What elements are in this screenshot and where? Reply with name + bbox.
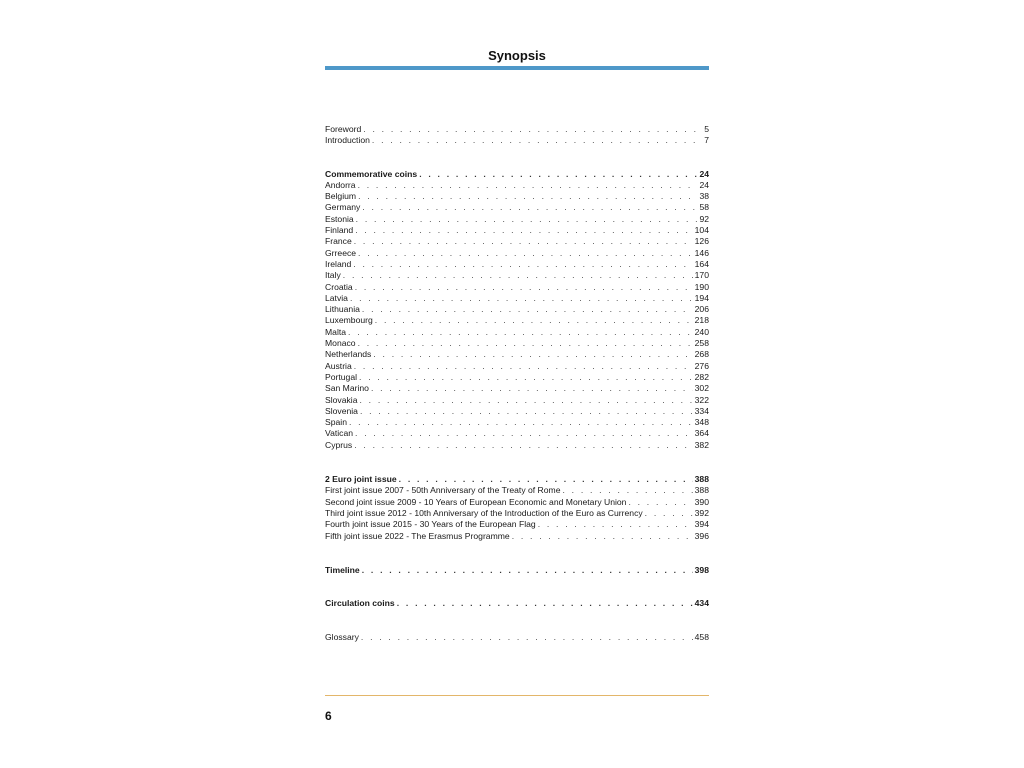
dot-leader xyxy=(628,497,692,508)
toc-entry xyxy=(325,395,709,406)
toc-entry-label: First joint issue 2007 - 50th Anniversary of the Treaty of Rome xyxy=(325,485,561,496)
dot-leader xyxy=(362,304,693,315)
toc-entry-label: Malta xyxy=(325,326,347,337)
dot-leader xyxy=(419,169,697,180)
toc-entry xyxy=(325,338,709,349)
dot-leader xyxy=(358,248,693,259)
toc-entry-page: 434 xyxy=(694,598,709,609)
toc-entry xyxy=(325,259,709,270)
dot-leader xyxy=(373,349,692,360)
toc-entry-page: 390 xyxy=(694,496,709,507)
dot-leader xyxy=(362,565,693,576)
dot-leader xyxy=(358,338,693,349)
dot-leader xyxy=(397,598,693,609)
toc-entry-label: Fifth joint issue 2022 - The Erasmus Programme xyxy=(325,530,510,541)
dot-leader xyxy=(399,474,693,485)
toc-entry-label: Lithuania xyxy=(325,304,360,315)
toc-entry xyxy=(325,531,709,542)
toc-heading xyxy=(325,169,709,180)
dot-leader xyxy=(355,225,692,236)
dot-leader xyxy=(356,214,698,225)
dot-leader xyxy=(359,395,692,406)
footer-rule xyxy=(325,695,709,696)
toc-entry-label: France xyxy=(325,236,352,247)
toc-entry-label: Germany xyxy=(325,202,361,213)
toc-entry xyxy=(325,372,709,383)
dot-leader xyxy=(358,191,697,202)
toc-entry-page: 104 xyxy=(694,225,709,236)
toc-entry-page: 24 xyxy=(699,179,709,190)
toc-entry xyxy=(325,214,709,225)
toc-entry-page: 126 xyxy=(694,236,709,247)
toc-entry-label: Croatia xyxy=(325,281,353,292)
toc-entry-page: 302 xyxy=(694,383,709,394)
toc-entry xyxy=(325,361,709,372)
toc-entry-label: San Marino xyxy=(325,383,369,394)
toc-entry xyxy=(325,293,709,304)
toc-entry xyxy=(325,135,709,146)
dot-leader xyxy=(354,440,692,451)
toc-entry-page: 276 xyxy=(694,360,709,371)
toc-entry-label: 2 Euro joint issue xyxy=(325,474,397,485)
toc-entry-label: Monaco xyxy=(325,338,356,349)
toc-entry-page: 190 xyxy=(694,281,709,292)
toc-entry-label: Foreword xyxy=(325,124,362,134)
toc-heading xyxy=(325,565,709,576)
toc-entry-page: 322 xyxy=(694,394,709,405)
toc-entry-label: Andorra xyxy=(325,179,356,190)
dot-leader xyxy=(355,428,693,439)
toc-entry xyxy=(325,236,709,247)
toc-section-commemorative xyxy=(325,169,709,451)
dot-leader xyxy=(348,327,693,338)
toc-heading xyxy=(325,474,709,485)
toc-entry xyxy=(325,417,709,428)
toc-entry xyxy=(325,225,709,236)
dot-leader xyxy=(372,135,702,146)
toc-entry-page: 258 xyxy=(694,338,709,349)
document-page xyxy=(325,0,709,768)
toc-entry-page: 458 xyxy=(694,632,709,643)
toc-entry-label: Circulation coins xyxy=(325,598,395,609)
toc-entry-label: Italy xyxy=(325,270,341,281)
toc-entry-label: Introduction xyxy=(325,135,370,146)
toc-entry-label: Luxembourg xyxy=(325,315,373,326)
toc-entry xyxy=(325,304,709,315)
toc-entry-label: Belgium xyxy=(325,191,357,202)
toc-entry-page: 194 xyxy=(694,292,709,303)
toc-entry xyxy=(325,485,709,496)
dot-leader xyxy=(349,417,693,428)
toc-entry-label: Vatican xyxy=(325,428,354,439)
toc-entry xyxy=(325,349,709,360)
dot-leader xyxy=(361,632,693,643)
dot-leader xyxy=(358,180,698,191)
dot-leader xyxy=(538,519,693,530)
toc-entry-label: Grreece xyxy=(325,247,357,258)
toc-entry-label: Austria xyxy=(325,360,352,371)
toc-entry xyxy=(325,315,709,326)
dot-leader xyxy=(375,315,693,326)
title-underline-bar xyxy=(325,66,709,70)
toc-entry-label: Second joint issue 2009 - 10 Years of European Economic and Monetary Union xyxy=(325,496,627,507)
toc-entry xyxy=(325,406,709,417)
toc-entry-label: Latvia xyxy=(325,292,348,303)
toc-entry-page: 146 xyxy=(694,247,709,258)
dot-leader xyxy=(512,531,693,542)
toc-section-circulation xyxy=(325,598,709,609)
toc-heading xyxy=(325,598,709,609)
toc-entry xyxy=(325,327,709,338)
toc-section-glossary xyxy=(325,632,709,643)
toc-entry-page: 388 xyxy=(694,485,709,496)
toc-entry xyxy=(325,632,709,643)
toc-entry-page: 164 xyxy=(694,258,709,269)
toc-entry-page: 218 xyxy=(694,315,709,326)
dot-leader xyxy=(562,485,692,496)
toc-entry xyxy=(325,180,709,191)
toc-entry-page: 388 xyxy=(694,474,709,485)
toc-entry-page: 38 xyxy=(699,191,709,202)
toc-entry-page: 170 xyxy=(694,270,709,281)
dot-leader xyxy=(353,259,692,270)
page-title: Synopsis xyxy=(488,48,546,63)
toc-entry-label: Timeline xyxy=(325,564,360,575)
toc-entry-page: 282 xyxy=(694,371,709,382)
toc-entry-page: 24 xyxy=(699,168,709,179)
toc-entry-page: 206 xyxy=(694,304,709,315)
dot-leader xyxy=(355,282,693,293)
toc-entry-page: 240 xyxy=(694,326,709,337)
dot-leader xyxy=(362,202,697,213)
toc-section-intro xyxy=(325,124,709,147)
toc-entry xyxy=(325,428,709,439)
toc-entry-label: Slovakia xyxy=(325,394,358,405)
toc-entry-page: 348 xyxy=(694,417,709,428)
toc-entry-page: 7 xyxy=(704,135,709,146)
toc-entry-label: Third joint issue 2012 - 10th Anniversary of the Introduction of the Euro as Currency xyxy=(325,507,643,518)
toc-entry-page: 392 xyxy=(694,507,709,518)
page-number: 6 xyxy=(325,709,332,723)
toc-entry xyxy=(325,440,709,451)
toc-entry-page: 268 xyxy=(694,349,709,360)
toc-entry-page: 58 xyxy=(699,202,709,213)
toc-entry-label: Portugal xyxy=(325,371,358,382)
toc-entry-label: Glossary xyxy=(325,632,359,643)
toc-entry xyxy=(325,497,709,508)
dot-leader xyxy=(360,406,693,417)
toc-entry xyxy=(325,282,709,293)
toc-entry xyxy=(325,248,709,259)
toc-entry-label: Finland xyxy=(325,225,354,236)
toc-entry xyxy=(325,270,709,281)
toc-entry-label: Cyprus xyxy=(325,439,353,450)
toc-entry xyxy=(325,383,709,394)
toc-entry-page: 382 xyxy=(694,439,709,450)
dot-leader xyxy=(371,383,693,394)
dot-leader xyxy=(354,361,693,372)
toc-section-timeline xyxy=(325,565,709,576)
table-of-contents xyxy=(325,124,709,644)
dot-leader xyxy=(359,372,693,383)
toc-section-joint-issue xyxy=(325,474,709,542)
toc-entry xyxy=(325,191,709,202)
toc-entry-label: Slovenia xyxy=(325,405,358,416)
toc-entry-page: 364 xyxy=(694,428,709,439)
dot-leader xyxy=(645,508,693,519)
toc-entry-label: Fourth joint issue 2015 - 30 Years of the European Flag xyxy=(325,519,536,530)
dot-leader xyxy=(354,236,693,247)
toc-entry-page: 334 xyxy=(694,405,709,416)
dot-leader xyxy=(363,124,702,135)
dot-leader xyxy=(350,293,693,304)
dot-leader xyxy=(343,270,693,281)
toc-entry xyxy=(325,202,709,213)
toc-entry-label: Netherlands xyxy=(325,349,372,360)
toc-entry-page: 396 xyxy=(694,530,709,541)
toc-entry-label: Ireland xyxy=(325,258,352,269)
toc-entry-page: 5 xyxy=(704,124,709,134)
toc-entry-label: Spain xyxy=(325,417,347,428)
toc-entry-label: Commemorative coins xyxy=(325,168,418,179)
toc-entry xyxy=(325,519,709,530)
toc-entry-page: 398 xyxy=(694,564,709,575)
toc-entry-label: Estonia xyxy=(325,213,354,224)
toc-entry-page: 92 xyxy=(699,213,709,224)
toc-entry-page: 394 xyxy=(694,519,709,530)
toc-entry xyxy=(325,508,709,519)
toc-entry xyxy=(325,124,709,135)
